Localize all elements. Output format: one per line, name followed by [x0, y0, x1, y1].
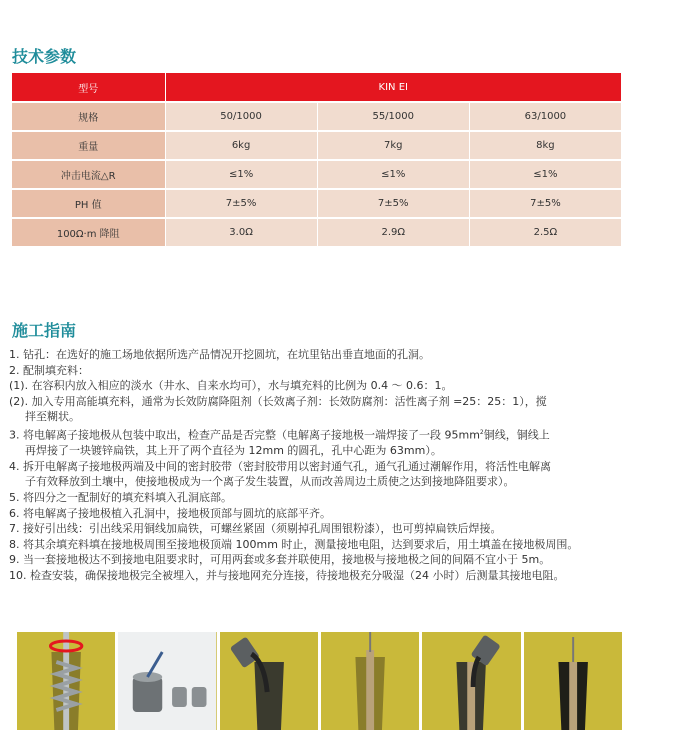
cell: ≤1% — [165, 160, 317, 189]
step-line: 子有效释放到土壤中，使接地极成为一个离子发生装置，从而改善周边土质使之达到接地降阻要求）。 — [25, 475, 515, 489]
step-line: 6. 将电解离子接地极植入孔洞中，接地极顶部与圆坑的底部平齐。 — [9, 506, 331, 520]
cell: 50/1000 — [165, 102, 317, 131]
construction-steps — [9, 347, 649, 584]
step-line: 拌至糊状。 — [25, 410, 80, 424]
step3-tail: 铜线，铜线上 — [483, 428, 550, 442]
row-label: 冲击电流△R — [12, 160, 165, 189]
photo-placing-electrode — [321, 632, 419, 730]
step-line: 2. 配制填充料： — [9, 363, 89, 377]
step-line: 再焊接了一块镀锌扁铁，其上开了两个直径为 12mm 的圆孔，孔中心距为 63mm）。 — [25, 444, 442, 458]
step-line: 10. 检查安装，确保接地极完全被埋入，并与接地网充分连接，待接地极充分吸湿（24 小时）后测量其接地电阻。 — [9, 568, 565, 582]
cell: 6kg — [165, 131, 317, 160]
step-line-3 — [9, 425, 649, 443]
cell: 63/1000 — [469, 102, 621, 131]
step-line: (2). 加入专用高能填充料，通常为长效防腐降阻剂（长效离子剂：长效防腐剂：活性离子剂 =25：25：1），搅 — [9, 394, 547, 408]
photo-mixing — [118, 632, 216, 730]
tech-params-table — [12, 73, 622, 246]
header-label: 型号 — [12, 73, 165, 102]
section-title-tech-params: 技术参数 — [12, 47, 77, 66]
table-row — [12, 102, 622, 131]
table-row — [12, 218, 622, 246]
section-title-construction-guide: 施工指南 — [12, 321, 77, 340]
cell: 2.5Ω — [469, 218, 621, 246]
row-label: 重量 — [12, 131, 165, 160]
step-line: (1). 在容积内放入相应的淡水（井水、自来水均可），水与填充料的比例为 0.4 ～ 0.6：1。 — [9, 379, 453, 393]
cell: 55/1000 — [317, 102, 469, 131]
installation-photo-strip — [17, 632, 622, 730]
step-line: 9. 当一套接地极达不到接地电阻要求时，可用两套或多套并联使用，接地极与接地极之间的间隔不宜小于 5m。 — [9, 553, 551, 567]
step3-text: 3. 将电解离子接地极从包装中取出，检查产品是否完整（电解离子接地极一端焊接了一段 95mm — [9, 428, 480, 442]
photo-finished — [524, 632, 622, 730]
cell: 7±5% — [469, 189, 621, 218]
cell: 3.0Ω — [165, 218, 317, 246]
row-label: 规格 — [12, 102, 165, 131]
step3-sup: 2 — [479, 428, 484, 436]
cell: 7kg — [317, 131, 469, 160]
table-row — [12, 160, 622, 189]
cell: ≤1% — [469, 160, 621, 189]
header-model: KIN EI — [165, 73, 622, 102]
photo-filling — [220, 632, 318, 730]
step-line: 7. 接好引出线：引出线采用铜线加扁铁，可螺丝紧固（须剔掉孔周围银粉漆），也可剪掉扁铁后焊接。 — [9, 522, 502, 536]
table-row — [12, 189, 622, 218]
cell: 7±5% — [317, 189, 469, 218]
cell: 8kg — [469, 131, 621, 160]
photo-covering — [422, 632, 520, 730]
cell: 2.9Ω — [317, 218, 469, 246]
cell: ≤1% — [317, 160, 469, 189]
table-header-row — [12, 73, 622, 102]
step-line: 4. 拆开电解离子接地极两端及中间的密封胶带（密封胶带用以密封通气孔，通气孔通过潮解作用，将活性电解离 — [9, 459, 551, 473]
cell: 7±5% — [165, 189, 317, 218]
photo-drilling — [17, 632, 115, 730]
step-line: 5. 将四分之一配制好的填充料填入孔洞底部。 — [9, 491, 232, 504]
step-line: 1. 钻孔：在选好的施工场地依据所选产品情况开挖圆坑，在坑里钻出垂直地面的孔洞。 — [9, 348, 430, 361]
row-label: PH 值 — [12, 189, 165, 218]
row-label: 100Ω·m 降阻 — [12, 218, 165, 246]
table-row — [12, 131, 622, 160]
step-line: 8. 将其余填充料填在接地极周围至接地极顶端 100mm 时止，测量接地电阻，达到要求后，用土填盖在接地极周围。 — [9, 537, 579, 551]
